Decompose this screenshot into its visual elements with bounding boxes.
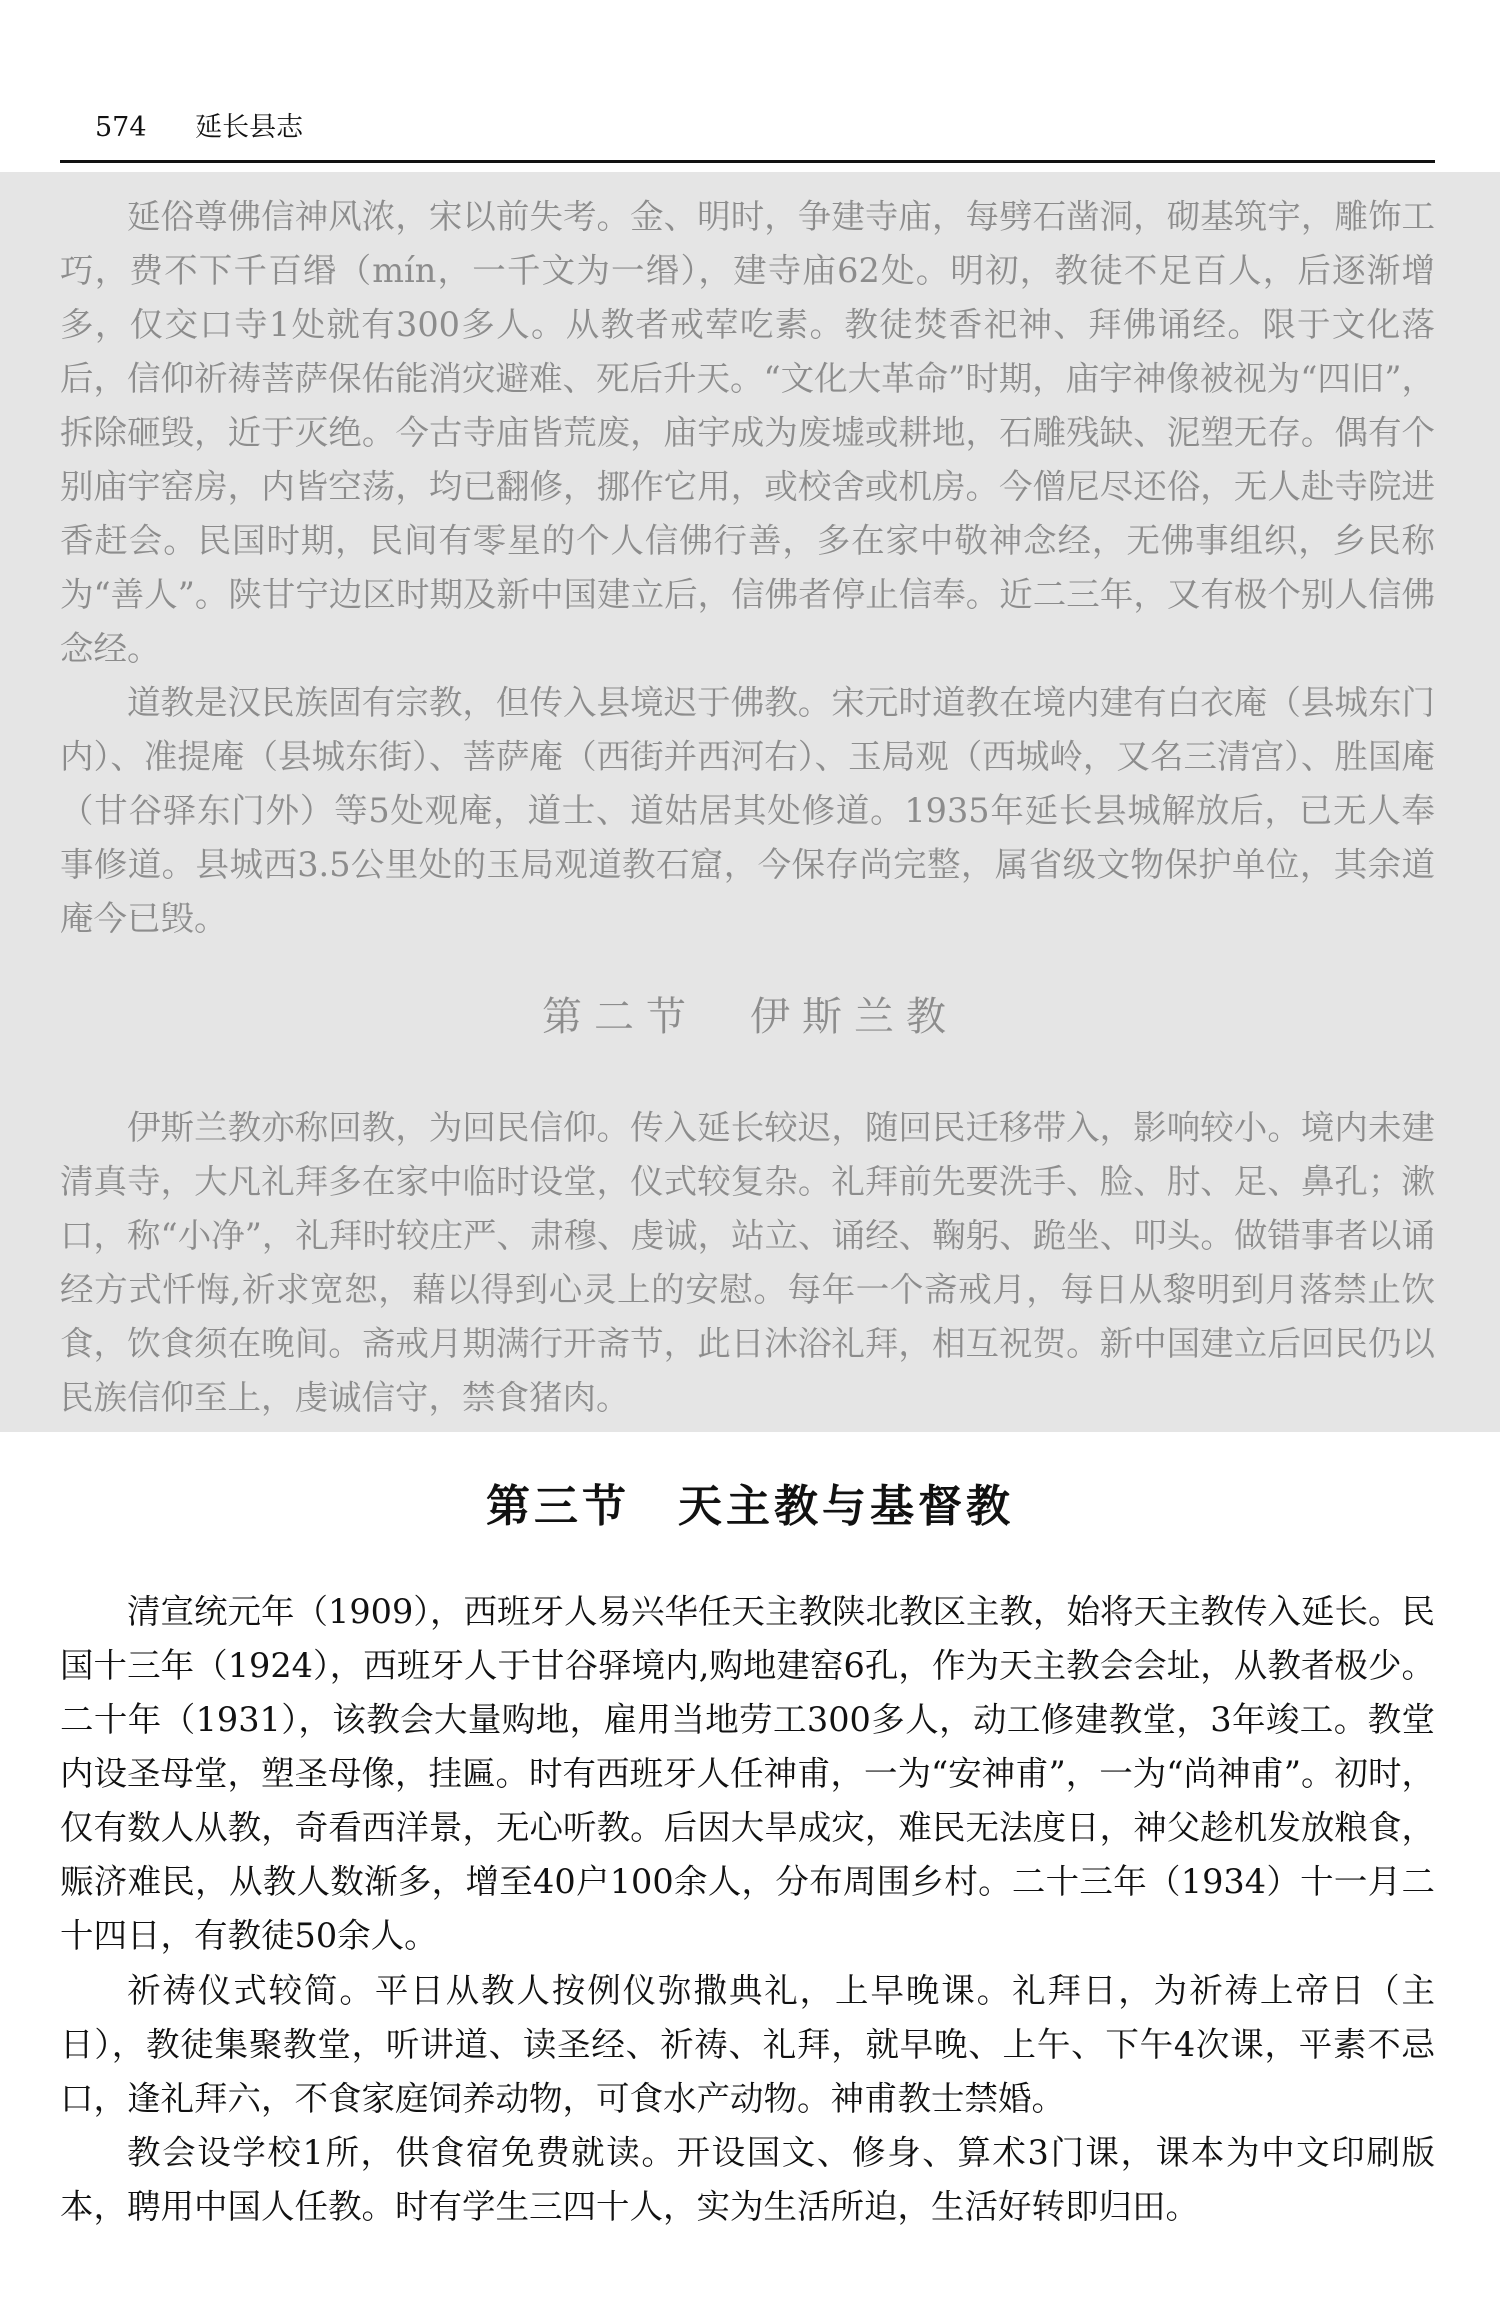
section-2-title: 第二节 伊斯兰教 [542, 994, 958, 1040]
church-school-paragraph: 教会设学校1所，供食宿免费就读。开设国文、修身、算术3门课，课本为中文印刷版本，聘用中国人任教。时有学生三四十人，实为生活所迫，生活好转即归田。 [60, 2133, 1435, 2226]
catholic-history-paragraph: 清宣统元年（1909），西班牙人易兴华任天主教陕北教区主教，始将天主教传入延长。民国十三年（1924），西班牙人于甘谷驿境内,购地建窑6孔，作为天主教会会址，从教者极少。二十年（1931），该教会大量购地，雇用当地劳工300多人，动工修建教堂，3年竣工。教堂内设圣母堂，塑圣母像，挂匾。时有西班牙人任神甫，一为“安神甫”，一为“尚神甫”。初时，仅有数人从教，奇看西洋景，无心听教。后因大旱成灾，难民无法度日，神父趁机发放粮食，赈济难民，从教人数渐多，增至40户100余人，分布周围乡村。二十三年（1934）十一月二十四日，有教徒50余人。 [60, 1592, 1436, 1955]
section-3-title: 第三节 天主教与基督教 [486, 1481, 1014, 1532]
page-header [95, 108, 1435, 148]
book-title: 延长县志 [195, 112, 304, 143]
prayer-ritual-paragraph: 祈祷仪式较简。平日从教人按例仪弥撒典礼，上早晚课。礼拜日，为祈祷上帝日（主日），教徒集聚教堂，听讲道、读圣经、祈祷、礼拜，就早晚、上午、下午4次课，平素不忌口，逢礼拜六，不食家庭饲养动物，可食水产动物。神甫教士禁婚。 [60, 1971, 1435, 2118]
taoism-paragraph: 道教是汉民族固有宗教，但传入县境迟于佛教。宋元时道教在境内建有白衣庵（县城东门内）、准提庵（县城东街）、菩萨庵（西街并西河右）、玉局观（西城岭，又名三清宫）、胜国庵（甘谷驿东门外）等5处观庵，道士、道姑居其处修道。1935年延长县城解放后，已无人奉事修道。县城西3.5公里处的玉局观道教石窟，今保存尚完整，属省级文物保护单位，其余道庵今已毁。 [60, 683, 1435, 938]
buddhism-paragraph: 延俗尊佛信神风浓，宋以前失考。金、明时，争建寺庙，每劈石凿洞，砌基筑宇，雕饰工巧，费不下千百缗（mín，一千文为一缗），建寺庙62处。明初，教徒不足百人，后逐渐增多，仅交口寺1处就有300多人。从教者戒荤吃素。教徒焚香祀神、拜佛诵经。限于文化落后，信仰祈祷菩萨保佑能消灾避难、死后升天。“文化大革命”时期，庙宇神像被视为“四旧”，拆除砸毁，近于灭绝。今古寺庙皆荒废，庙宇成为废墟或耕地，石雕残缺、泥塑无存。偶有个别庙宇窑房，内皆空荡，均已翻修，挪作它用，或校舍或机房。今僧尼尽还俗，无人赴寺院进香赶会。民国时期，民间有零星的个人信佛行善，多在家中敬神念经，无佛事组织，乡民称为“善人”。陕甘宁边区时期及新中国建立后，信佛者停止信奉。近二三年，又有极个别人信佛念经。 [60, 197, 1436, 668]
page-number: 574 [95, 112, 147, 143]
header-rule [60, 160, 1435, 163]
islam-paragraph: 伊斯兰教亦称回教，为回民信仰。传入延长较迟，随回民迁移带入，影响较小。境内未建清真寺，大凡礼拜多在家中临时设堂，仪式较复杂。礼拜前先要洗手、脸、肘、足、鼻孔；漱口，称“小净”，礼拜时较庄严、肃穆、虔诚，站立、诵经、鞠躬、跪坐、叩头。做错事者以诵经方式忏悔,祈求宽恕，藉以得到心灵上的安慰。每年一个斋戒月，每日从黎明到月落禁止饮食，饮食须在晚间。斋戒月期满行开斋节，此日沐浴礼拜，相互祝贺。新中国建立后回民仍以民族信仰至上，虔诚信守，禁食猪肉。 [60, 1108, 1435, 1417]
